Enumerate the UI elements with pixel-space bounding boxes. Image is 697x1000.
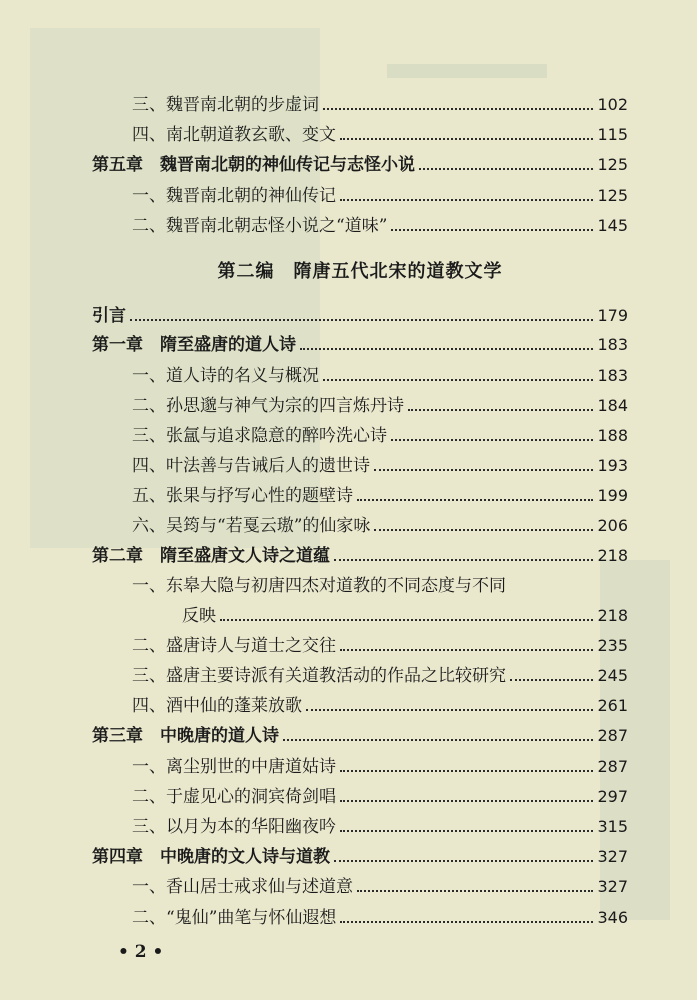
toc-section-entry (92, 656, 628, 686)
toc-entry-title: 二、盛唐诗人与道士之交往 (132, 636, 336, 656)
dot-leader (510, 678, 593, 681)
toc-entry-title: 三、魏晋南北朝的步虚词 (132, 95, 319, 115)
dot-leader (357, 498, 593, 501)
toc-section-entry (92, 898, 628, 928)
dot-leader (334, 859, 593, 862)
toc-entry-page: 184 (597, 396, 628, 415)
dot-leader (306, 708, 593, 711)
toc-chapter-entry (92, 837, 628, 867)
toc-section-entry (92, 85, 628, 115)
toc-entry-page: 235 (597, 636, 628, 655)
toc-entry-title: 一、离尘别世的中唐道姑诗 (132, 757, 336, 777)
toc-chapter-entry (92, 296, 628, 326)
dot-leader (130, 318, 593, 321)
toc-chapter-entry (92, 716, 628, 746)
dot-leader (323, 378, 593, 381)
dot-leader (220, 618, 593, 621)
toc-entry-title: 五、张果与抒写心性的题壁诗 (132, 486, 353, 506)
dot-leader (357, 889, 593, 892)
toc-section-entry (92, 747, 628, 777)
toc-entry-page: 218 (597, 606, 628, 625)
toc-entry-page: 183 (597, 366, 628, 385)
toc-chapter-entry (92, 145, 628, 175)
toc-entry-title: 三、以月为本的华阳幽夜吟 (132, 817, 336, 837)
dot-leader (391, 228, 593, 231)
dot-leader (374, 528, 593, 531)
toc-section-entry (92, 566, 628, 596)
toc-chapter-entry (92, 536, 628, 566)
dot-leader (340, 648, 593, 651)
toc-entry-page: 199 (597, 486, 628, 505)
toc-section-entry (92, 176, 628, 206)
toc-entry-title: 四、南北朝道教玄歌、变文 (132, 125, 336, 145)
dot-leader (340, 799, 593, 802)
dot-leader (391, 438, 593, 441)
dot-leader (340, 198, 593, 201)
dot-leader (283, 738, 593, 741)
part-title: 第二编 隋唐五代北宋的道教文学 (217, 261, 503, 282)
toc-section-entry (92, 807, 628, 837)
toc-section-entry (92, 206, 628, 236)
toc-entry-page: 193 (597, 456, 628, 475)
toc-entry-page: 261 (597, 696, 628, 715)
toc-entry-title: 第一章 隋至盛唐的道人诗 (92, 335, 296, 355)
toc-entry-page: 145 (597, 216, 628, 235)
toc-entry-title: 第五章 魏晋南北朝的神仙传记与志怪小说 (92, 155, 415, 175)
dot-leader (300, 347, 593, 350)
dot-leader (408, 408, 593, 411)
show-through-header (387, 64, 547, 78)
toc-chapter-entry (92, 325, 628, 355)
toc-entry-title: 一、魏晋南北朝的神仙传记 (132, 186, 336, 206)
dot-leader (340, 829, 593, 832)
toc-entry-title: 引言 (92, 306, 126, 326)
page-folio: • 2 • (118, 942, 164, 962)
toc-section-entry (92, 686, 628, 716)
toc-entry-page: 218 (597, 546, 628, 565)
toc-section-entry (92, 596, 628, 626)
toc-entry-title: 六、吴筠与“若戛云璈”的仙家咏 (132, 516, 371, 536)
toc-section-entry (92, 115, 628, 145)
toc-entry-title: 第三章 中晚唐的道人诗 (92, 726, 279, 746)
toc-section-entry (92, 386, 628, 416)
toc-entry-title: 第二章 隋至盛唐文人诗之道蕴 (92, 546, 330, 566)
toc-entry-page: 183 (597, 335, 628, 354)
toc-entry-title: 三、盛唐主要诗派有关道教活动的作品之比较研究 (132, 666, 506, 686)
toc-section-entry (92, 626, 628, 656)
toc-entry-title: 三、张氲与追求隐意的醉吟洗心诗 (132, 426, 387, 446)
toc-entry-page: 125 (597, 155, 628, 174)
dot-leader (334, 558, 593, 561)
dot-leader (340, 769, 593, 772)
toc-entry-page: 327 (597, 877, 628, 896)
dot-leader (419, 167, 593, 170)
toc-section-entry (92, 356, 628, 386)
toc-entry-title: 二、于虚见心的洞宾倚剑唱 (132, 787, 336, 807)
toc-entry-page: 327 (597, 847, 628, 866)
toc-entry-page: 179 (597, 306, 628, 325)
toc-section-entry (92, 506, 628, 536)
toc-section-entry (92, 416, 628, 446)
dot-leader (374, 468, 593, 471)
toc-entry-page: 188 (597, 426, 628, 445)
toc-entry-page: 102 (597, 95, 628, 114)
toc-section-entry (92, 446, 628, 476)
toc-section-entry (92, 476, 628, 506)
toc-entry-page: 287 (597, 757, 628, 776)
toc-entry-page: 115 (597, 125, 628, 144)
toc-entry-page: 315 (597, 817, 628, 836)
toc-entry-page: 346 (597, 908, 628, 927)
toc-entry-title: 一、东皋大隐与初唐四杰对道教的不同态度与不同 (132, 576, 506, 596)
toc-entry-title: 第四章 中晚唐的文人诗与道教 (92, 847, 330, 867)
toc-entry-title: 四、酒中仙的蓬莱放歌 (132, 696, 302, 716)
toc-entry-title: 反映 (182, 606, 216, 626)
toc-section-entry (92, 777, 628, 807)
toc-entry-page: 245 (597, 666, 628, 685)
toc-entry-title: 一、香山居士戒求仙与述道意 (132, 877, 353, 897)
dot-leader (323, 107, 593, 110)
toc-entry-title: 一、道人诗的名义与概况 (132, 366, 319, 386)
toc-entry-title: 二、孙思邈与神气为宗的四言炼丹诗 (132, 396, 404, 416)
dot-leader (340, 920, 593, 923)
toc-entry-title: 二、魏晋南北朝志怪小说之“道味” (132, 216, 388, 236)
toc-entry-page: 206 (597, 516, 628, 535)
toc-entry-page: 125 (597, 186, 628, 205)
toc-entry-page: 297 (597, 787, 628, 806)
toc-entry-page: 287 (597, 726, 628, 745)
toc-section-entry (92, 867, 628, 897)
toc-entry-title: 二、“鬼仙”曲笔与怀仙遐想 (132, 908, 337, 928)
toc-entry-title: 四、叶法善与告诫后人的遗世诗 (132, 456, 370, 476)
dot-leader (340, 137, 593, 140)
